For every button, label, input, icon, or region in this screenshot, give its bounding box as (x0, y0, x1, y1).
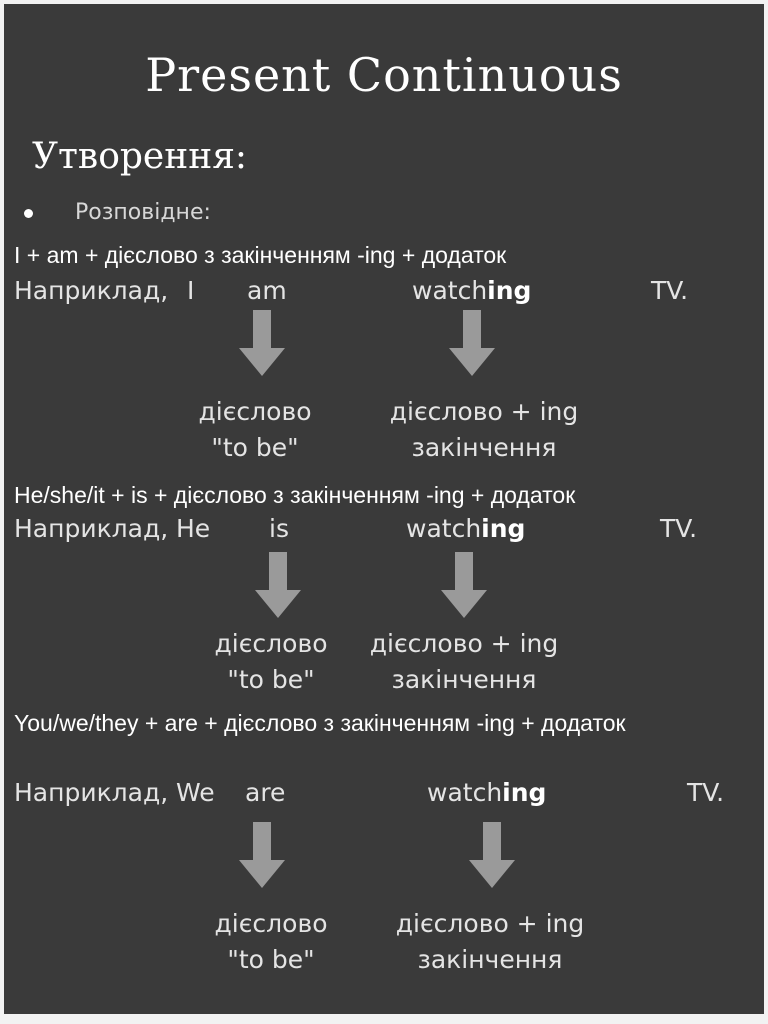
section-heading: Утворення: (32, 136, 248, 177)
example-lead: Наприклад, (14, 514, 169, 543)
example-lead: Наприклад, (14, 276, 169, 305)
example-object: TV. (687, 778, 725, 807)
example-object: TV. (660, 514, 698, 543)
bullet-dot-icon (24, 209, 33, 218)
label-verb-ing: дієслово + ing закінчення (395, 909, 585, 974)
example-lead: Наприклад, (14, 778, 169, 807)
example-subject: I (187, 276, 195, 305)
example-main-verb: watching (427, 778, 547, 807)
example-object: TV. (651, 276, 689, 305)
example-subject: He (176, 514, 211, 543)
formula-third-person: He/she/it + is + дієслово з закінченням -ing + додаток (14, 482, 576, 508)
label-verb-ing: дієслово + ing закінчення (389, 397, 579, 462)
label-verb-to-be: дієслово "to be" (214, 629, 328, 694)
arrow-down-icon (448, 310, 496, 376)
formula-plural: You/we/they + are + дієслово з закінченням -ing + додаток (14, 710, 626, 736)
page-title: Present Continuous (145, 48, 623, 102)
example-main-verb: watching (406, 514, 526, 543)
arrow-down-icon (238, 822, 286, 888)
example-main-verb: watching (412, 276, 532, 305)
arrow-down-icon (254, 552, 302, 618)
example-subject: We (176, 778, 215, 807)
arrow-down-icon (468, 822, 516, 888)
label-verb-ing: дієслово + ing закінчення (369, 629, 559, 694)
example-verb-be: are (245, 778, 286, 807)
bullet-item (24, 200, 211, 225)
arrow-down-icon (238, 310, 286, 376)
example-verb-be: is (269, 514, 289, 543)
grammar-board (4, 4, 764, 1014)
arrow-down-icon (440, 552, 488, 618)
bullet-label: Розповідне: (75, 200, 211, 225)
label-verb-to-be: дієслово "to be" (198, 397, 312, 462)
label-verb-to-be: дієслово "to be" (214, 909, 328, 974)
example-verb-be: am (247, 276, 287, 305)
formula-first-person: I + am + дієслово з закінченням -ing + додаток (14, 242, 507, 268)
